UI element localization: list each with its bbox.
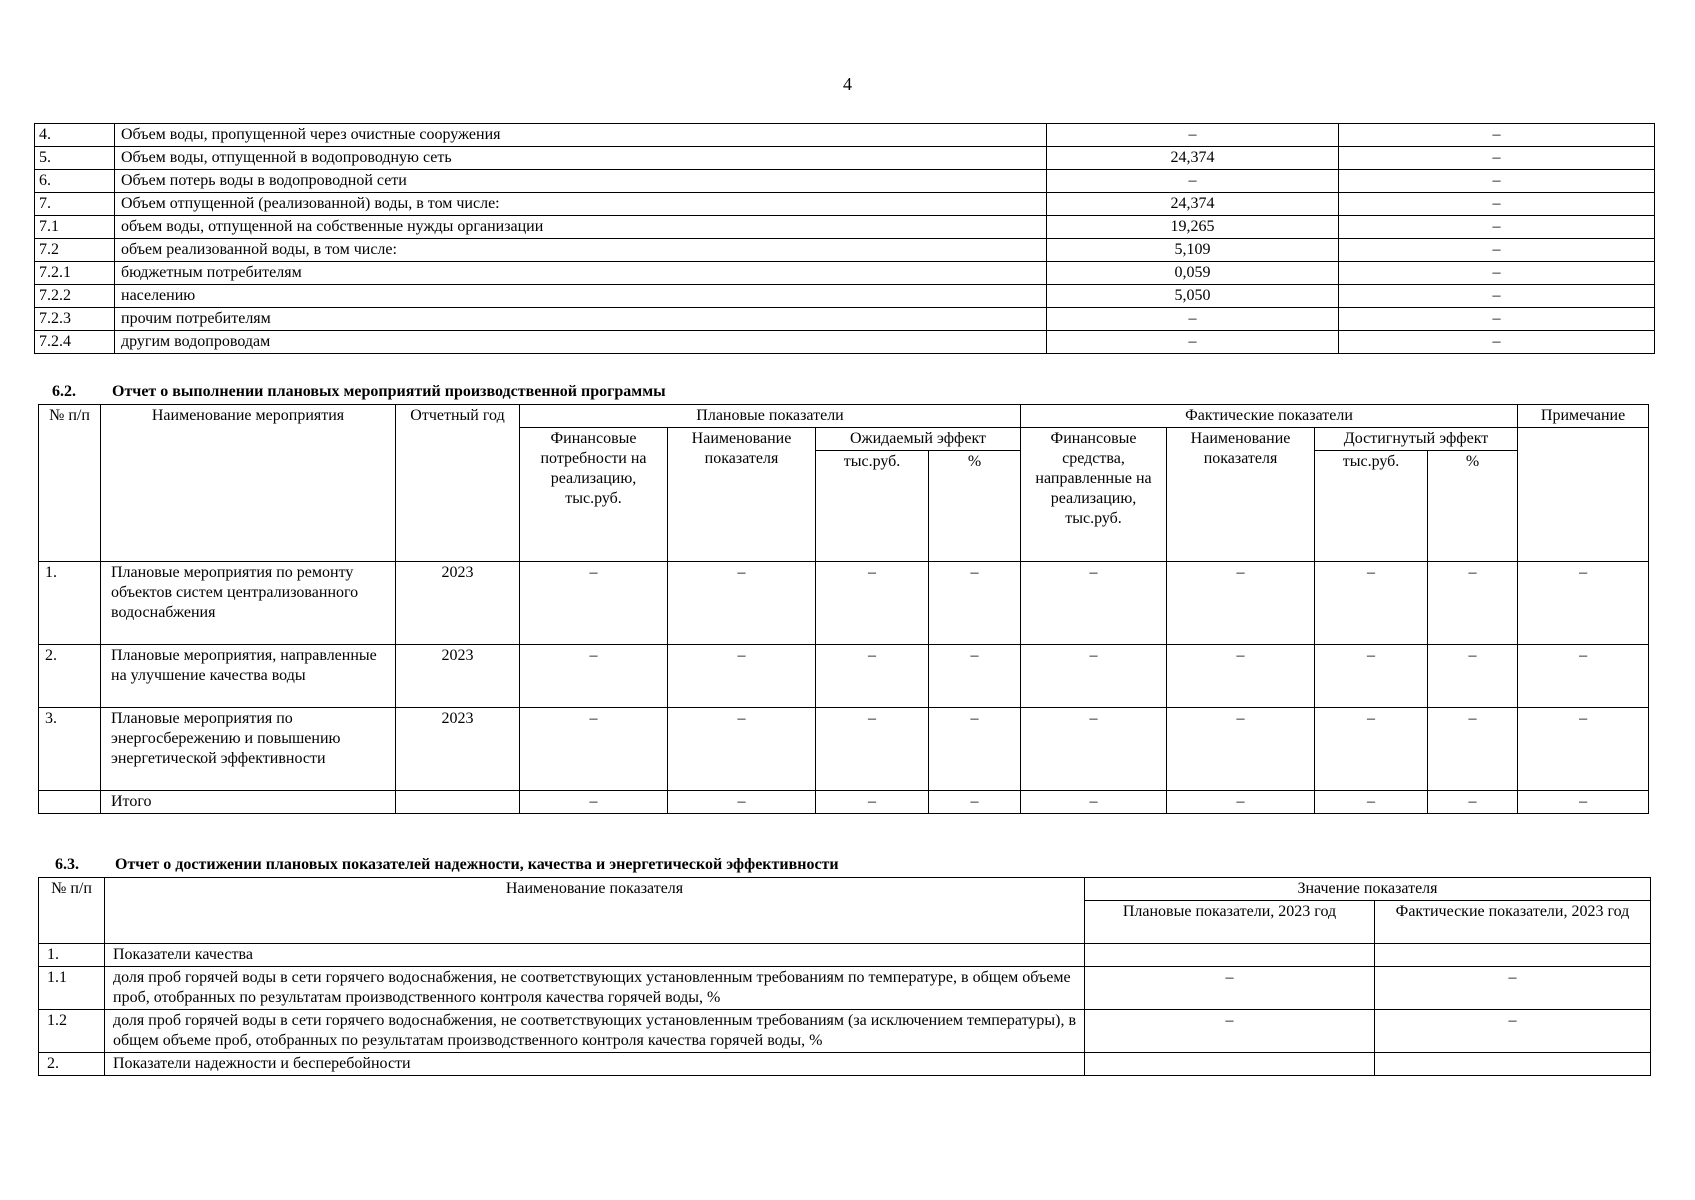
- indicator-value: –: [929, 562, 1021, 645]
- page-number: 4: [843, 74, 852, 94]
- header-plan-pct: %: [929, 451, 1021, 562]
- table-row: [35, 308, 1655, 331]
- header-note: Примечание: [1518, 405, 1649, 428]
- row-plan-value: –: [1047, 331, 1339, 354]
- row-number: 7.1: [35, 216, 115, 239]
- section-6-2-title: [52, 383, 666, 401]
- indicator-value: –: [668, 562, 816, 645]
- total-value: –: [1167, 791, 1315, 814]
- indicator-value: –: [1428, 562, 1518, 645]
- row-fact-value: –: [1339, 170, 1655, 193]
- indicator-value: –: [816, 645, 929, 708]
- row-number: 1.1: [39, 967, 105, 1010]
- plan-value: –: [1085, 1010, 1375, 1053]
- total-year-blank: [396, 791, 520, 814]
- activity-name: Плановые мероприятия по энергосбережению и повышению энергетической эффективности: [101, 708, 396, 791]
- header-plan-indicator: Наименование показателя: [668, 428, 816, 562]
- table-row: [39, 944, 1651, 967]
- row-number: 1.: [39, 944, 105, 967]
- row-fact-value: –: [1339, 216, 1655, 239]
- row-plan-value: –: [1047, 170, 1339, 193]
- table-row: [39, 1053, 1651, 1076]
- header-fact-fin: Финансовые средства, направленные на реализацию, тыс.руб.: [1021, 428, 1167, 562]
- row-name: Объем воды, пропущенной через очистные сооружения: [115, 124, 1047, 147]
- total-value: –: [520, 791, 668, 814]
- total-num-blank: [39, 791, 101, 814]
- indicator-value: –: [816, 562, 929, 645]
- total-value: –: [929, 791, 1021, 814]
- indicator-value: –: [1021, 562, 1167, 645]
- table-row: [35, 239, 1655, 262]
- header-plan-2023: Плановые показатели, 2023 год: [1085, 901, 1375, 944]
- row-number: 4.: [35, 124, 115, 147]
- row-plan-value: 0,059: [1047, 262, 1339, 285]
- table-row: [39, 967, 1651, 1010]
- header-planned: Плановые показатели: [520, 405, 1021, 428]
- row-name: объем реализованной воды, в том числе:: [115, 239, 1047, 262]
- indicator-value: –: [520, 645, 668, 708]
- total-value: –: [1518, 791, 1649, 814]
- indicator-value: –: [1167, 645, 1315, 708]
- row-fact-value: –: [1339, 285, 1655, 308]
- row-number: 7.2: [35, 239, 115, 262]
- total-value: –: [816, 791, 929, 814]
- row-number: 7.2.4: [35, 331, 115, 354]
- fact-value: [1375, 944, 1651, 967]
- total-value: –: [1021, 791, 1167, 814]
- row-plan-value: –: [1047, 308, 1339, 331]
- header-note-blank: [1518, 428, 1649, 562]
- activity-name: Плановые мероприятия по ремонту объектов систем централизованного водоснабжения: [101, 562, 396, 645]
- row-plan-value: 5,109: [1047, 239, 1339, 262]
- row-number: 6.: [35, 170, 115, 193]
- header-plan-fin: Финансовые потребности на реализацию, тыс.руб.: [520, 428, 668, 562]
- row-fact-value: –: [1339, 193, 1655, 216]
- row-number: 7.2.3: [35, 308, 115, 331]
- header-fact-indicator: Наименование показателя: [1167, 428, 1315, 562]
- total-value: –: [1428, 791, 1518, 814]
- header-activity-name: Наименование мероприятия: [101, 405, 396, 562]
- table-row: [35, 124, 1655, 147]
- row-plan-value: 5,050: [1047, 285, 1339, 308]
- total-row: [39, 791, 1649, 814]
- report-year: 2023: [396, 708, 520, 791]
- row-number: 7.2.1: [35, 262, 115, 285]
- total-label: Итого: [101, 791, 396, 814]
- row-fact-value: –: [1339, 308, 1655, 331]
- row-name: прочим потребителям: [115, 308, 1047, 331]
- section-6-2-text: Отчет о выполнении плановых мероприятий производственной программы: [112, 383, 666, 400]
- header-num: № п/п: [39, 405, 101, 562]
- indicator-value: –: [1428, 708, 1518, 791]
- row-plan-value: 19,265: [1047, 216, 1339, 239]
- header-plan-effect: Ожидаемый эффект: [816, 428, 1021, 451]
- table-row: [39, 1010, 1651, 1053]
- indicator-value: –: [1315, 708, 1428, 791]
- row-number: 3.: [39, 708, 101, 791]
- plan-value: [1085, 1053, 1375, 1076]
- header-indicator-name: Наименование показателя: [105, 878, 1085, 944]
- activity-name: Плановые мероприятия, направленные на улучшение качества воды: [101, 645, 396, 708]
- row-name: населению: [115, 285, 1047, 308]
- row-name: другим водопроводам: [115, 331, 1047, 354]
- table-row: [39, 562, 1649, 645]
- fact-value: –: [1375, 967, 1651, 1010]
- indicator-name: доля проб горячей воды в сети горячего водоснабжения, не соответствующих установленным требованиям по температуре, в общем объеме проб, отобранных по результатам производственного контроля качества горячей воды, %: [105, 967, 1085, 1010]
- indicator-value: –: [668, 708, 816, 791]
- table-row: [39, 708, 1649, 791]
- report-year: 2023: [396, 645, 520, 708]
- fact-value: [1375, 1053, 1651, 1076]
- total-value: –: [1315, 791, 1428, 814]
- indicator-value: –: [816, 708, 929, 791]
- header-fact-2023: Фактические показатели, 2023 год: [1375, 901, 1651, 944]
- indicator-value: –: [1021, 708, 1167, 791]
- plan-value: –: [1085, 967, 1375, 1010]
- row-number: 2.: [39, 1053, 105, 1076]
- indicator-value: –: [1167, 708, 1315, 791]
- total-value: –: [668, 791, 816, 814]
- row-number: 5.: [35, 147, 115, 170]
- table-row: [35, 216, 1655, 239]
- indicator-name: Показатели надежности и бесперебойности: [105, 1053, 1085, 1076]
- header-fact-effect: Достигнутый эффект: [1315, 428, 1518, 451]
- row-number: 1.: [39, 562, 101, 645]
- row-number: 1.2: [39, 1010, 105, 1053]
- header-plan-rub: тыс.руб.: [816, 451, 929, 562]
- table-row: [35, 170, 1655, 193]
- plan-value: [1085, 944, 1375, 967]
- indicator-value: –: [1315, 562, 1428, 645]
- row-name: бюджетным потребителям: [115, 262, 1047, 285]
- indicator-value: –: [1518, 708, 1649, 791]
- indicator-value: –: [929, 708, 1021, 791]
- indicator-value: –: [668, 645, 816, 708]
- table-row: [35, 147, 1655, 170]
- water-volume-table: [34, 123, 1655, 354]
- report-year: 2023: [396, 562, 520, 645]
- indicator-value: –: [929, 645, 1021, 708]
- indicator-name: Показатели качества: [105, 944, 1085, 967]
- row-fact-value: –: [1339, 331, 1655, 354]
- reliability-indicators-table: [38, 877, 1651, 1076]
- row-plan-value: 24,374: [1047, 147, 1339, 170]
- table-row: [35, 285, 1655, 308]
- row-name: Объем отпущенной (реализованной) воды, в том числе:: [115, 193, 1047, 216]
- header-num: № п/п: [39, 878, 105, 944]
- row-fact-value: –: [1339, 124, 1655, 147]
- table-row: [35, 331, 1655, 354]
- indicator-value: –: [520, 708, 668, 791]
- row-name: Объем воды, отпущенной в водопроводную сеть: [115, 147, 1047, 170]
- row-fact-value: –: [1339, 262, 1655, 285]
- row-name: объем воды, отпущенной на собственные нужды организации: [115, 216, 1047, 239]
- indicator-value: –: [1428, 645, 1518, 708]
- indicator-value: –: [1167, 562, 1315, 645]
- section-6-3-title: [55, 856, 839, 874]
- row-number: 7.: [35, 193, 115, 216]
- table-row: [35, 193, 1655, 216]
- indicator-value: –: [1518, 562, 1649, 645]
- header-actual: Фактические показатели: [1021, 405, 1518, 428]
- fact-value: –: [1375, 1010, 1651, 1053]
- row-number: 2.: [39, 645, 101, 708]
- planned-activities-table: [38, 404, 1649, 814]
- row-fact-value: –: [1339, 239, 1655, 262]
- indicator-name: доля проб горячей воды в сети горячего водоснабжения, не соответствующих установленным требованиям (за исключением температуры), в общем объеме проб, отобранных по результатам производственного контроля качества горячей воды, %: [105, 1010, 1085, 1053]
- header-indicator-value: Значение показателя: [1085, 878, 1651, 901]
- header-year: Отчетный год: [396, 405, 520, 562]
- indicator-value: –: [1518, 645, 1649, 708]
- section-6-2-number: 6.2.: [52, 383, 76, 400]
- table-row: [39, 645, 1649, 708]
- indicator-value: –: [1315, 645, 1428, 708]
- row-plan-value: –: [1047, 124, 1339, 147]
- row-name: Объем потерь воды в водопроводной сети: [115, 170, 1047, 193]
- row-number: 7.2.2: [35, 285, 115, 308]
- header-fact-pct: %: [1428, 451, 1518, 562]
- header-fact-rub: тыс.руб.: [1315, 451, 1428, 562]
- row-plan-value: 24,374: [1047, 193, 1339, 216]
- section-6-3-text: Отчет о достижении плановых показателей надежности, качества и энергетической эффективности: [115, 856, 839, 873]
- row-fact-value: –: [1339, 147, 1655, 170]
- section-6-3-number: 6.3.: [55, 856, 79, 873]
- indicator-value: –: [1021, 645, 1167, 708]
- indicator-value: –: [520, 562, 668, 645]
- table-row: [35, 262, 1655, 285]
